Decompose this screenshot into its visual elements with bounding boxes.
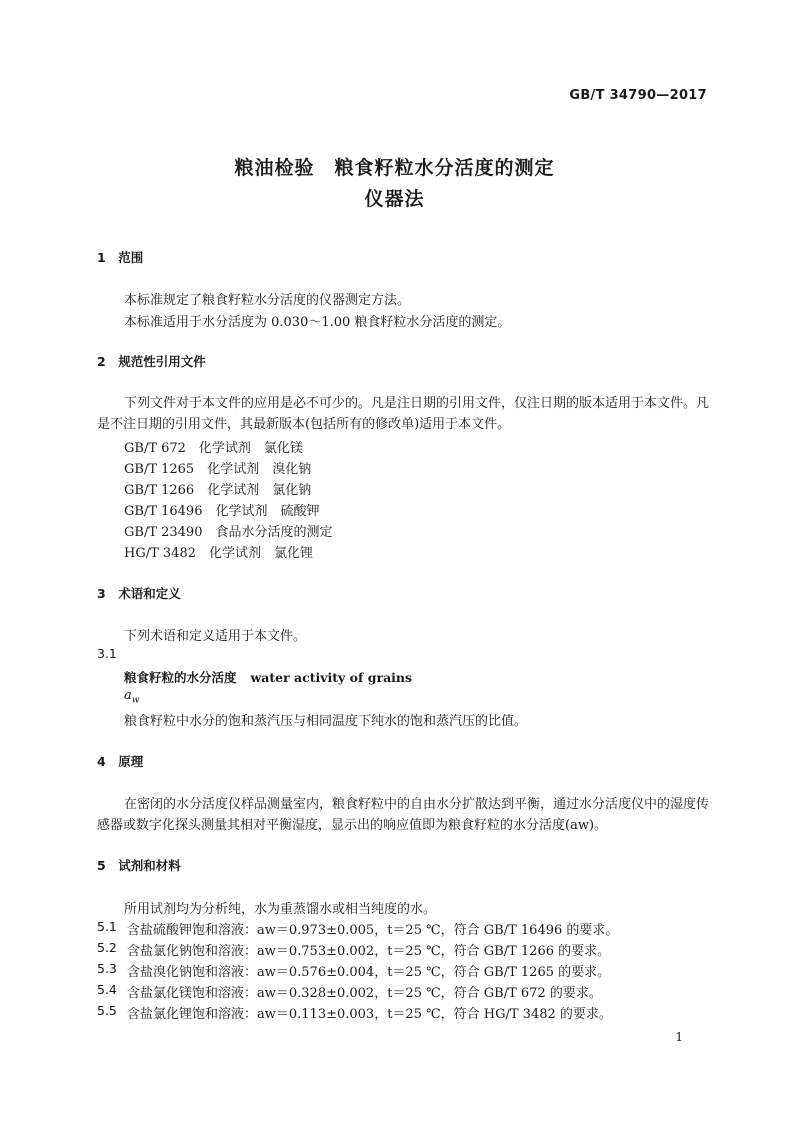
standard-code: GB/T 34790—2017 — [569, 88, 707, 103]
term-definition: 粮食籽粒中水分的饱和蒸汽压与相同温度下纯水的饱和蒸汽压的比值。 — [124, 714, 528, 729]
paragraph: 所用试剂均为分析纯，水为重蒸馏水或相当纯度的水。 — [124, 902, 437, 917]
item-number: 5.3 — [97, 961, 117, 976]
reference-item: GB/T 16496 化学试剂 硫酸钾 — [124, 504, 320, 519]
term-chinese: 粮食籽粒的水分活度 — [124, 670, 237, 685]
section-heading-terms: 3 术语和定义 — [97, 586, 181, 601]
page-number: 1 — [675, 1030, 683, 1044]
section-heading-reagents: 5 试剂和材料 — [97, 858, 181, 873]
paragraph: 在密闭的水分活度仪样品测量室内，粮食籽粒中的自由水分扩散达到平衡，通过水分活度仪中的湿度传感器或数字化探头测量其相对平衡湿度，显示出的响应值即为粮食籽粒的水分活度(aw)。 — [97, 797, 710, 833]
item-text: 含盐硫酸钾饱和溶液：aw＝0.973±0.005，t＝25 ℃，符合 GB/T 16496 的要求。 — [127, 923, 619, 938]
paragraph: 下列文件对于本文件的应用是必不可少的。凡是注日期的引用文件，仅注日期的版本适用于本文件。凡是不注日期的引用文件，其最新版本(包括所有的修改单)适用于本文件。 — [97, 396, 710, 432]
reference-item: GB/T 672 化学试剂 氯化镁 — [124, 441, 303, 456]
item-number: 5.5 — [97, 1003, 117, 1018]
item-number: 5.2 — [97, 940, 117, 955]
term-entry — [124, 668, 412, 686]
reference-item: GB/T 1266 化学试剂 氯化钠 — [124, 483, 312, 498]
item-text: 含盐溴化钠饱和溶液：aw＝0.576±0.004，t＝25 ℃，符合 GB/T 1265 的要求。 — [127, 965, 611, 980]
paragraph: 本标准规定了粮食籽粒水分活度的仪器测定方法。 — [124, 293, 411, 308]
item-number: 5.4 — [97, 982, 117, 997]
reference-item: GB/T 1265 化学试剂 溴化钠 — [124, 462, 312, 477]
reference-item: HG/T 3482 化学试剂 氯化锂 — [124, 546, 313, 561]
section-heading-scope: 1 范围 — [97, 250, 144, 265]
document-title: 粮油检验 粮食籽粒水分活度的测定 — [234, 157, 555, 179]
item-text: 含盐氯化钠饱和溶液：aw＝0.753±0.002，t＝25 ℃，符合 GB/T 1266 的要求。 — [127, 944, 611, 959]
item-text: 含盐氯化镁饱和溶液：aw＝0.328±0.002，t＝25 ℃，符合 GB/T 672 的要求。 — [127, 986, 602, 1001]
section-heading-principle: 4 原理 — [97, 754, 144, 769]
section-heading-normative-references: 2 规范性引用文件 — [97, 354, 206, 369]
item-text: 含盐氯化锂饱和溶液：aw＝0.113±0.003，t＝25 ℃，符合 HG/T 3482 的要求。 — [127, 1007, 612, 1022]
reference-item: GB/T 23490 食品水分活度的测定 — [124, 525, 333, 540]
paragraph: 本标准适用于水分活度为 0.030～1.00 粮食籽粒水分活度的测定。 — [124, 315, 511, 330]
paragraph: 下列术语和定义适用于本文件。 — [124, 629, 307, 644]
clause-number: 3.1 — [97, 646, 117, 661]
term-symbol: $a_w$ — [124, 688, 140, 706]
term-english: water activity of grains — [250, 670, 413, 685]
item-number: 5.1 — [97, 919, 117, 934]
document-subtitle: 仪器法 — [364, 188, 425, 210]
